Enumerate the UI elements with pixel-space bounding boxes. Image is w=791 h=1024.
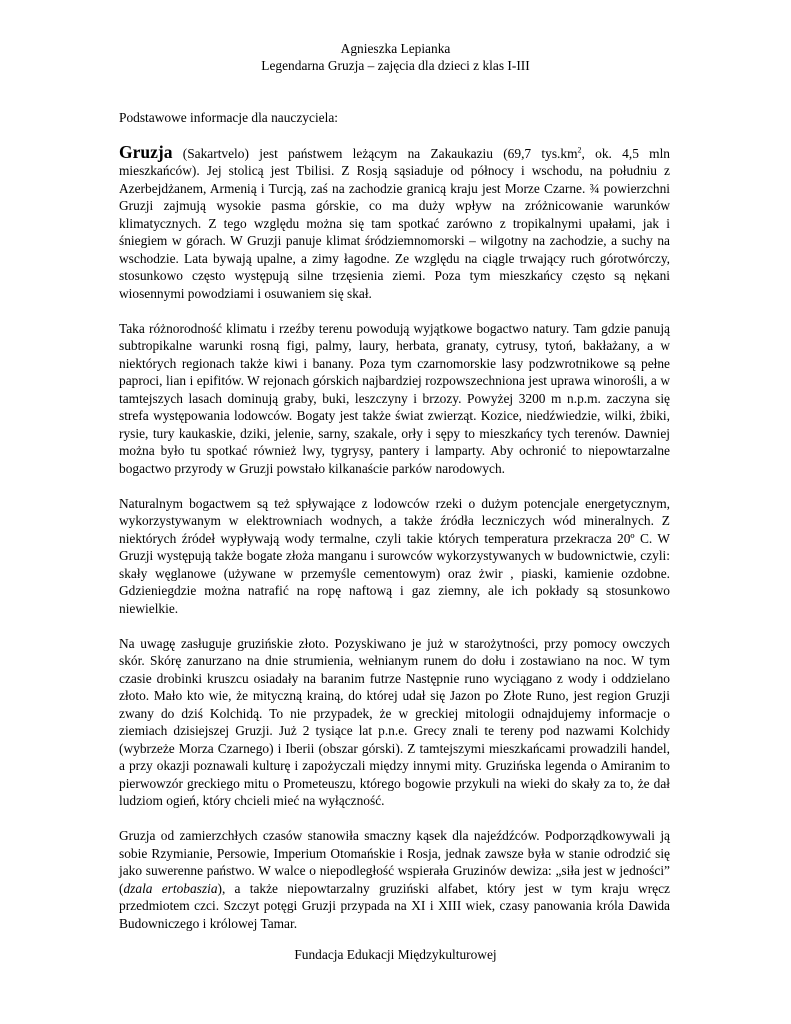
- paragraph-gold: Na uwagę zasługuje gruzińskie złoto. Pozyskiwano je już w starożytności, przy pomocy owczych skór. Skórę zanurzano na dnie strumienia, wełnianym runem do dołu i zostawiano na noc. W tym czasie drobinki kruszcu osiadały na baranim futrze Następnie runo wyciągano z wody i oddzielano złoto. Mało kto wie, że mityczną krainą, do której udał się Jazon po Złote Runo, jest region Gruzji zwany do dziś Kolchidą. To nie przypadek, że w greckiej mitologii odnajdujemy informacje o ziemiach dzisiejszej Gruzji. Już 2 tysiące lat p.n.e. Grecy znali te tereny pod nazwami Kolchidy (wybrzeże Morza Czarnego) i Iberii (obszar górski). Z tamtejszymi mieszkańcami prowadzili handel, a przy okazji poznawali kulturę i zapożyczali między innymi mity. Gruzińska legenda o Amiranim to pierwowzór greckiego mitu o Prometeuszu, którego bogowie przykuli na wieki do skały za to, że dał ludziom ogień, który chcieli mieć na wyłączność.: [119, 635, 670, 808]
- superscript: 2: [577, 145, 582, 155]
- lead-word: Gruzja: [119, 141, 173, 162]
- paragraph-text: ), a także niepowtarzalny gruziński alfabet, który jest w tym kraju wręcz przedmiotem czci. Szczyt potęgi Gruzji przypada na XI i XIII wiek, czasy panowania króla Dawida Budowniczego i królowej Tamar.: [119, 880, 670, 931]
- header-title: Legendarna Gruzja – zajęcia dla dzieci z klas I-III: [261, 58, 530, 73]
- motto-italic: dzala ertobaszia: [123, 880, 218, 896]
- document-body: [119, 109, 670, 932]
- header-author: Agnieszka Lepianka: [340, 41, 451, 56]
- intro-line: Podstawowe informacje dla nauczyciela:: [119, 110, 338, 125]
- paragraph-nature: Taka różnorodność klimatu i rzeźby terenu powodują wyjątkowe bogactwo natury. Tam gdzie panują subtropikalne warunki rosną figi, palmy, laury, herbata, granaty, cytrusy, tytoń, bakłażany, a w niektórych regionach także kiwi i banany. Poza tym czarnomorskie lasy podzwrotnikowe są pełne paproci, lian i epifitów. W rejonach górskich najbardziej rozpowszechniona jest uprawa winorośli, a w tamtejszych lasach dominują graby, buki, leszczyny i brzozy. Powyżej 3200 m n.p.m. zaczyna się strefa występowania lodowców. Bogaty jest także świat zwierząt. Kozice, niedźwiedzie, wilki, żbiki, rysie, tury kaukaskie, dziki, jelenie, sarny, szakale, orły i sępy to mieszkańcy tych terenów. Dawniej można było tu spotkać również lwy, tygrysy, pantery i lamparty. Aby ochronić to niepowtarzalne bogactwo przyrody w Gruzji powstało kilkanaście parków narodowych.: [119, 320, 670, 476]
- paragraph-history: [119, 827, 670, 932]
- paragraph-resources: Naturalnym bogactwem są też spływające z lodowców rzeki o dużym potencjale energetycznym, wykorzystywanym w elektrowniach wodnych, a także źródła leczniczych wód mineralnych. Z niektórych źródeł wypływają wody termalne, czyli takie których temperatura przekracza 20º C. W Gruzji występują także bogate złoża manganu i surowców wykorzystywanych w budownictwie, czyli: skały węglanowe (używane w przemyśle cementowym) oraz żwir , piaski, kamienie ozdobne. Gdzieniegdzie można natrafić na ropę naftową i gaz ziemny, ale ich pokłady są stosunkowo niewielkie.: [119, 495, 670, 616]
- paragraph-text: Gruzja od zamierzchłych czasów stanowiła smaczny kąsek dla najeźdźców. Podporządkowywali ją sobie Rzymianie, Persowie, Imperium Otomańskie i Rosja, jednak zawsze była w stanie odrodzić się jako suwerenne państwo. W walce o niepodległość wspierała Gruzinów dewiza: „siła jest w jedności” (: [119, 828, 670, 896]
- page-header: [0, 40, 791, 74]
- page-footer: Fundacja Edukacji Międzykulturowej: [294, 947, 497, 962]
- paragraph-overview: [119, 141, 671, 303]
- paragraph-text: (Sakartvelo) jest państwem leżącym na Zakaukaziu (69,7 tys.km: [172, 145, 578, 161]
- paragraph-text: , ok. 4,5 mln mieszkańców). Jej stolicą jest Tbilisi. Z Rosją sąsiaduje od północy i wschodu, na południu z Azerbejdżanem, Armenią i Turcją, zaś na zachodzie granicą kraju jest Morze Czarne. ¾ powierzchni Gruzji zajmują wysokie pasma górskie, co ma duży wpływ na zróżnicowanie warunków klimatycznych. Z tego względu można się tam spotkać zarówno z tropikalnymi upałami, jak i śniegiem w górach. W Gruzji panuje klimat śródziemnomorski – wilgotny na zachodzie, a suchy na wschodzie. Lata bywają upalne, a zimy łagodne. Ze względu na ciągle trwający ruch górotwórczy, stosunkowo często występują silne trzęsienia ziemi. Poza tym mieszkańcy często są nękani wiosennymi powodziami i osuwaniem się skał.: [119, 145, 671, 301]
